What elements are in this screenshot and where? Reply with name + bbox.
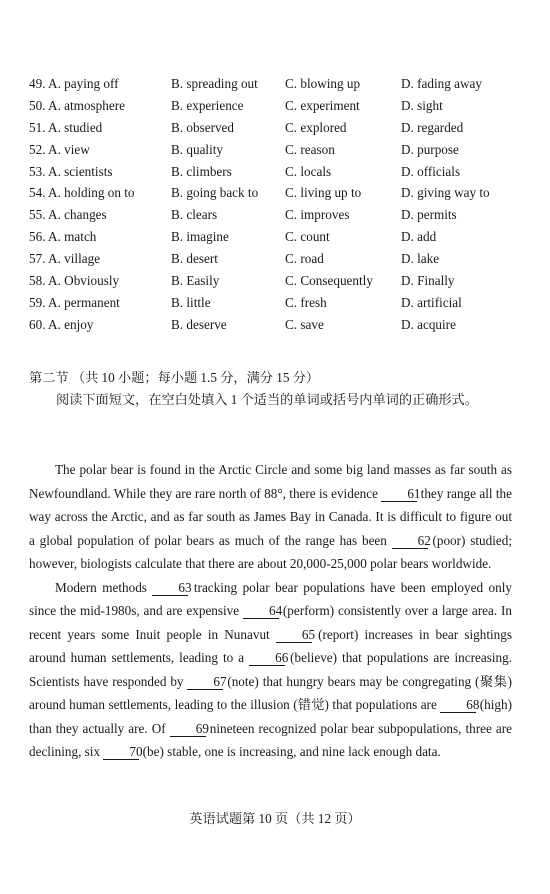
option-d: D. sight (401, 97, 443, 113)
option-b: B. quality (171, 141, 224, 157)
option-d: D. officials (401, 163, 461, 179)
option-a: 60. A. enjoy (29, 316, 94, 332)
option-a: 53. A. scientists (29, 163, 113, 179)
passage-text: (poor) studied; however, biologists calculate that there are about 20,000-25,000 polar bears worldwide. (29, 532, 512, 571)
blank-69: 69 (170, 721, 206, 737)
option-c: C. experiment (285, 97, 360, 113)
option-c: C. blowing up (285, 76, 361, 91)
passage (29, 458, 512, 764)
option-a: 58. A. Obviously (29, 273, 120, 289)
option-d: D. lake (401, 251, 440, 267)
passage-text: they range all the way across the Arctic, and as far south as James Bay in Canada. It is difficult to figure out a global population of polar bears as much of the range has been (29, 485, 512, 548)
passage-text: (report) increases in bear sightings around human settlements, leading to a (29, 626, 512, 665)
option-d: D. acquire (401, 316, 456, 332)
passage-paragraph (29, 576, 512, 764)
passage-text: (believe) that populations are increasing. Scientists have responded by (29, 650, 512, 689)
section-heading: 第二节 （共 10 小题；每小题 1.5 分，满分 15 分） (29, 370, 320, 385)
option-b: B. climbers (171, 163, 232, 179)
option-c: C. living up to (285, 185, 362, 201)
option-d: D. artificial (401, 294, 462, 310)
option-a: 55. A. changes (29, 207, 107, 223)
option-d: D. add (401, 229, 437, 245)
option-a: 59. A. permanent (29, 294, 120, 310)
option-c: C. improves (285, 207, 350, 223)
option-a: 54. A. holding on to (29, 185, 135, 201)
option-a: 57. A. village (29, 251, 101, 267)
blank-63: 63 (152, 580, 188, 596)
passage-text: The polar bear is found in the Arctic Circle and some big land masses as far south as Newfoundland. While they are rare north of 88°, there is evidence (29, 462, 512, 501)
passage-text: Modern methods (55, 579, 153, 595)
blank-62: 62 (392, 533, 428, 549)
option-d: D. giving way to (401, 185, 490, 201)
option-a: 56. A. match (29, 229, 97, 245)
option-d: D. permits (401, 207, 457, 223)
blank-64: 64 (243, 603, 279, 619)
blank-65: 65 (276, 627, 312, 643)
option-c: C. fresh (285, 294, 327, 310)
option-c: C. save (285, 316, 324, 332)
blank-67: 67 (187, 674, 223, 690)
option-b: B. clears (171, 207, 218, 223)
page-footer: 英语试题第 10 页（共 12 页） (189, 811, 361, 826)
passage-text: tracking polar bear populations have been employed only since the mid-1980s, and are expensive (29, 579, 512, 618)
option-b: B. Easily (171, 273, 220, 289)
blank-68: 68 (440, 697, 476, 713)
option-a: 49. A. paying off (29, 76, 119, 91)
blank-61: 61 (381, 486, 417, 502)
option-d: D. Finally (401, 273, 455, 289)
option-c: C. locals (285, 163, 332, 179)
option-c: C. explored (285, 119, 347, 135)
option-b: B. deserve (171, 316, 227, 332)
option-b: B. imagine (171, 229, 229, 245)
option-c: C. road (285, 251, 324, 267)
section-instruction: 阅读下面短文，在空白处填入 1 个适当的单词或括号内单词的正确形式。 (56, 392, 478, 407)
option-c: C. count (285, 229, 330, 245)
passage-text: (be) stable, one is increasing, and nine lack enough data. (139, 744, 441, 759)
option-b: B. going back to (171, 185, 259, 201)
blank-70: 70 (103, 744, 139, 760)
option-a: 51. A. studied (29, 119, 103, 135)
option-b: B. observed (171, 119, 234, 135)
passage-text: (note) that hungry bears may be congregating (聚集) around human settlements, leading to the illusion (错觉) that populations are (29, 673, 512, 712)
blank-66: 66 (249, 650, 285, 666)
option-d: D. fading away (401, 76, 482, 91)
passage-paragraph (29, 458, 512, 576)
option-b: B. little (171, 294, 211, 310)
passage-text: (perform) consistently over a large area. In recent years some Inuit people in Nunavut (29, 603, 512, 642)
option-b: B. spreading out (171, 76, 258, 91)
passage-text: nineteen recognized polar bear subpopulations, three are declining, six (29, 720, 512, 759)
option-d: D. regarded (401, 119, 464, 135)
option-c: C. reason (285, 141, 335, 157)
option-d: D. purpose (401, 141, 459, 157)
option-b: B. experience (171, 97, 244, 113)
option-c: C. Consequently (285, 273, 373, 289)
option-b: B. desert (171, 251, 218, 267)
option-a: 52. A. view (29, 141, 90, 157)
passage-text: (high) than they actually are. Of (29, 697, 512, 736)
option-a: 50. A. atmosphere (29, 97, 125, 113)
